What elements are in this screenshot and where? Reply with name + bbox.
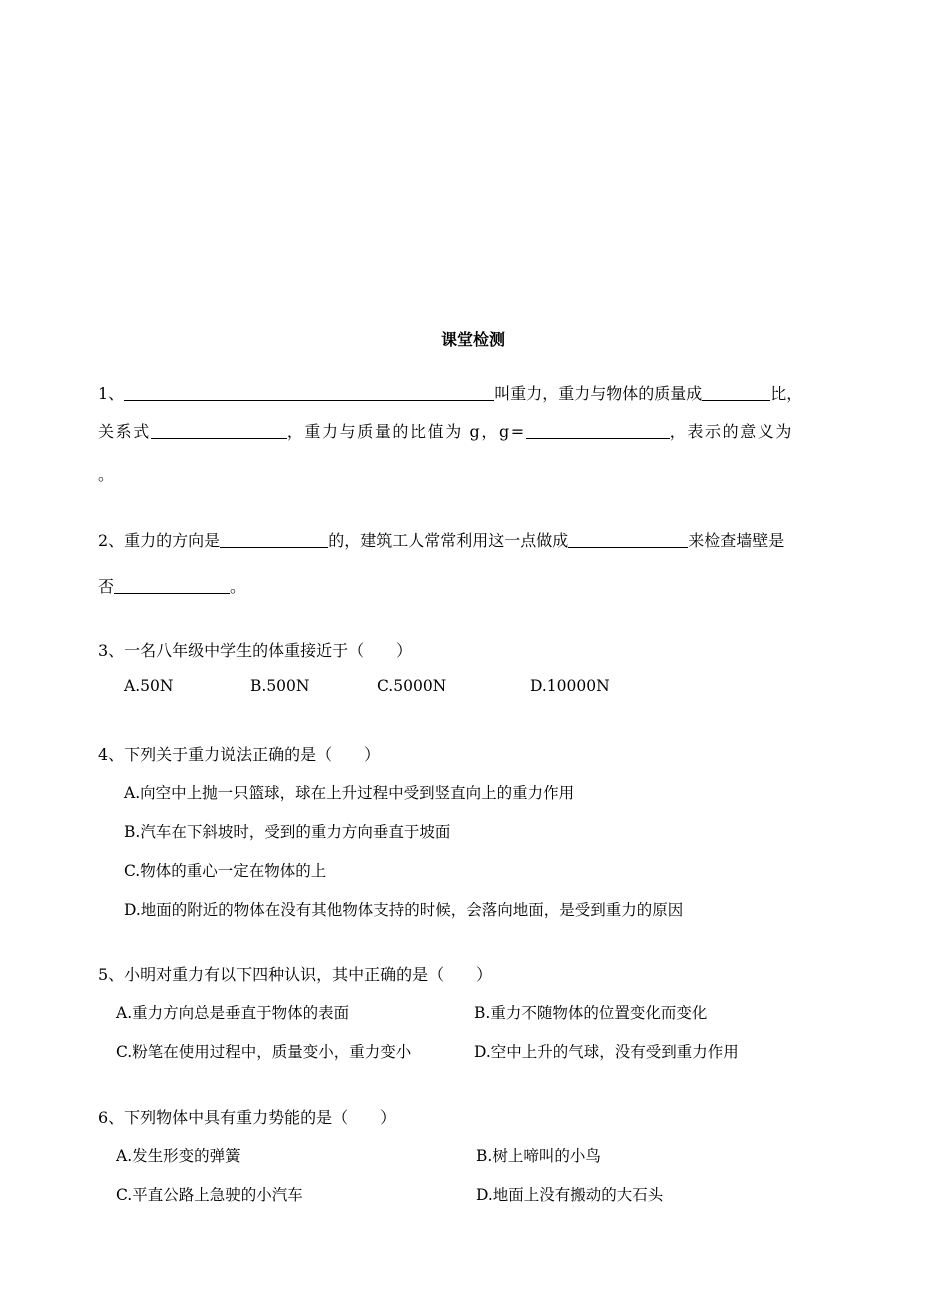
question-5-stem: 5、小明对重力有以下四种认识，其中正确的是（ ） [98, 965, 493, 984]
question-6-option-d[interactable]: D.地面上没有搬动的大石头 [476, 1186, 664, 1204]
question-1-blank-3[interactable] [151, 420, 287, 439]
question-5-option-a[interactable]: A.重力方向总是垂直于物体的表面 [116, 1004, 350, 1022]
question-5-option-b[interactable]: B.重力不随物体的位置变化而变化 [474, 1004, 708, 1022]
question-4-option-a[interactable]: A.向空中上抛一只篮球，球在上升过程中受到竖直向上的重力作用 [124, 784, 575, 802]
question-2-line-2 [98, 574, 246, 597]
question-1-text-2: 比， [770, 384, 803, 403]
question-2-text-5: 。 [230, 577, 247, 596]
question-1-text-3: 关系式 [98, 422, 151, 441]
question-1-number: 1、 [98, 384, 125, 403]
question-6-option-a[interactable]: A.发生形变的弹簧 [116, 1147, 241, 1165]
question-2-blank-1[interactable] [220, 529, 328, 548]
question-6-option-b[interactable]: B.树上啼叫的小鸟 [476, 1147, 601, 1165]
question-1-text-5: ，表示的意义为 [669, 422, 793, 441]
question-3-option-b[interactable]: B.500N [250, 677, 310, 695]
question-4-option-c[interactable]: C.物体的重心一定在物体的上 [124, 862, 327, 880]
question-2-blank-2[interactable] [568, 529, 688, 548]
question-4-option-d[interactable]: D.地面的附近的物体在没有其他物体支持的时候，会落向地面，是受到重力的原因 [124, 901, 684, 919]
question-6-option-c[interactable]: C.平直公路上急驶的小汽车 [116, 1186, 303, 1204]
question-2-text-4: 否 [98, 577, 115, 596]
question-2-text-3: 来检查墙壁是 [688, 531, 785, 550]
question-2-text-2: 的，建筑工人常常利用这一点做成 [328, 531, 569, 550]
page-title: 课堂检测 [441, 330, 506, 349]
question-5-option-c[interactable]: C.粉笔在使用过程中，质量变小，重力变小 [116, 1043, 412, 1061]
question-4-stem: 4、下列关于重力说法正确的是（ ） [98, 745, 381, 764]
question-1-text-4: ，重力与质量的比值为 g，g= [286, 422, 526, 441]
question-1-line-1 [98, 381, 802, 404]
question-3-option-c[interactable]: C.5000N [377, 677, 447, 695]
question-2-blank-3[interactable] [114, 575, 230, 594]
question-3-stem: 3、一名八年级中学生的体重接近于（ ） [98, 641, 413, 660]
question-1-blank-2[interactable] [702, 382, 770, 401]
question-1-text-1: 叫重力，重力与物体的质量成 [494, 384, 703, 403]
question-3-option-a[interactable]: A.50N [124, 677, 174, 695]
question-1-blank-4[interactable] [526, 420, 670, 439]
question-2-text-1: 2、重力的方向是 [98, 531, 221, 550]
question-6-stem: 6、下列物体中具有重力势能的是（ ） [98, 1108, 397, 1127]
question-1-line-2 [98, 419, 793, 442]
question-1-line-3: 。 [98, 465, 115, 484]
question-3-option-d[interactable]: D.10000N [530, 677, 610, 695]
question-4-option-b[interactable]: B.汽车在下斜坡时，受到的重力方向垂直于坡面 [124, 823, 451, 841]
question-2-line-1 [98, 528, 784, 551]
question-5-option-d[interactable]: D.空中上升的气球，没有受到重力作用 [474, 1043, 739, 1061]
question-1-blank-1[interactable] [124, 382, 494, 401]
